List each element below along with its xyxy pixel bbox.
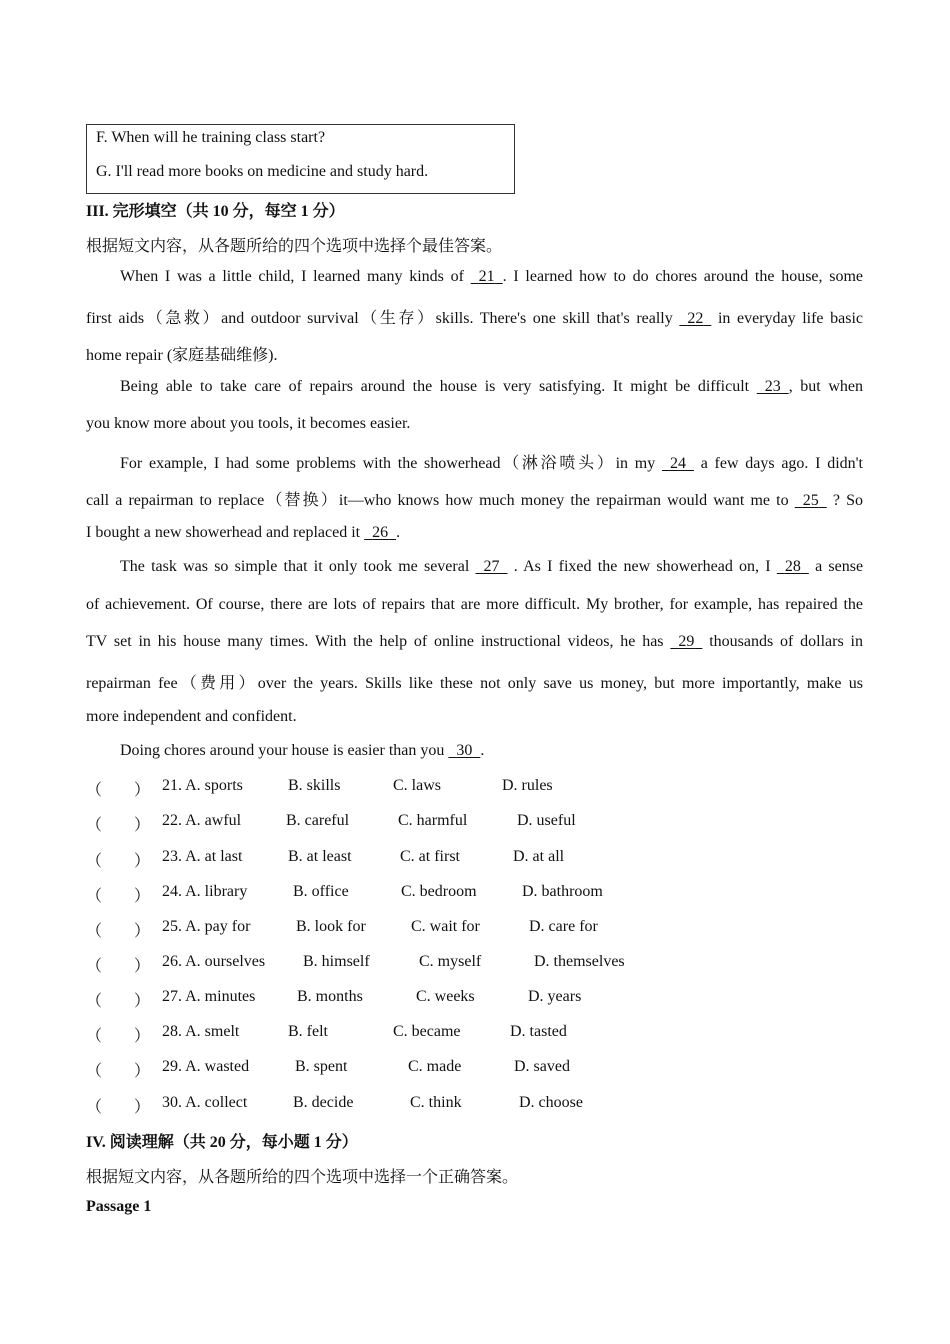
blank-28: 28 (784, 558, 801, 575)
passage-title: Passage 1 (86, 1198, 152, 1215)
section-3-instruction: 根据短文内容，从各题所给的四个选项中选择个最佳答案。 (86, 238, 503, 255)
blank-30: 30 (456, 742, 473, 759)
passage-line: of achievement. Of course, there are lots of repairs that are more difficult. My brother, for example, has repaired the (86, 596, 863, 613)
answer-parentheses: （ ） (86, 993, 151, 1010)
passage-line: first aids（急救）and outdoor survival（生存）skills. There's one skill that's really 22 in everyday life basic (86, 310, 863, 327)
option-b: B. at least (288, 848, 352, 865)
passage-line: more independent and confident. (86, 708, 297, 725)
passage-line: home repair (家庭基础维修). (86, 347, 278, 364)
option-d: D. bathroom (522, 883, 603, 900)
option-b: B. felt (288, 1023, 328, 1040)
answer-parentheses: （ ） (86, 1099, 151, 1116)
answer-parentheses: （ ） (86, 958, 151, 975)
option-a: 26. A. ourselves (162, 953, 266, 970)
blank-24: 24 (669, 455, 686, 472)
option-d: D. themselves (534, 953, 625, 970)
passage-line: Being able to take care of repairs around the house is very satisfying. It might be difficult 23 , but when (120, 378, 863, 395)
option-a: 30. A. collect (162, 1094, 248, 1111)
blank-23: 23 (764, 378, 781, 395)
section-4-instruction: 根据短文内容，从各题所给的四个选项中选择一个正确答案。 (86, 1169, 519, 1186)
option-g: G. I'll read more books on medicine and study hard. (96, 163, 429, 180)
option-c: C. made (408, 1058, 462, 1075)
answer-parentheses: （ ） (86, 1063, 151, 1080)
option-c: C. at first (400, 848, 460, 865)
blank-21: 21 (478, 268, 495, 285)
option-a: 29. A. wasted (162, 1058, 250, 1075)
passage-line: For example, I had some problems with the showerhead（淋浴喷头）in my 24 a few days ago. I didn't (120, 455, 863, 472)
option-c: C. myself (419, 953, 482, 970)
option-b: B. spent (295, 1058, 348, 1075)
option-c: C. laws (393, 777, 441, 794)
option-b: B. skills (288, 777, 341, 794)
option-d: D. choose (519, 1094, 583, 1111)
passage-line: TV set in his house many times. With the help of online instructional videos, he has 29 thousands of dollars in (86, 633, 863, 650)
option-b: B. himself (303, 953, 370, 970)
blank-27: 27 (483, 558, 500, 575)
option-a: 23. A. at last (162, 848, 243, 865)
option-d: D. saved (514, 1058, 570, 1075)
passage-line: I bought a new showerhead and replaced it 26 . (86, 524, 401, 541)
passage-line: you know more about you tools, it becomes easier. (86, 415, 411, 432)
section-4-heading: IV. 阅读理解（共 20 分，每小题 1 分） (86, 1134, 358, 1151)
option-c: C. became (393, 1023, 461, 1040)
option-d: D. years (528, 988, 582, 1005)
answer-parentheses: （ ） (86, 888, 151, 905)
option-d: D. at all (513, 848, 565, 865)
option-a: 28. A. smelt (162, 1023, 240, 1040)
answer-parentheses: （ ） (86, 1028, 151, 1045)
option-b: B. months (297, 988, 363, 1005)
passage-line: call a repairman to replace（替换）it—who knows how much money the repairman would want me to 25 ? So (86, 492, 864, 509)
passage-line: The task was so simple that it only took me several 27 . As I fixed the new showerhead on, I 28 a sense (120, 558, 864, 575)
option-b: B. decide (293, 1094, 354, 1111)
option-c: C. weeks (416, 988, 475, 1005)
option-a: 21. A. sports (162, 777, 243, 794)
option-c: C. bedroom (401, 883, 477, 900)
answer-parentheses: （ ） (86, 817, 151, 834)
options-box (86, 124, 515, 194)
option-d: D. care for (529, 918, 598, 935)
option-a: 27. A. minutes (162, 988, 256, 1005)
answer-parentheses: （ ） (86, 853, 151, 870)
blank-26: 26 (372, 524, 389, 541)
option-b: B. look for (296, 918, 366, 935)
option-d: D. rules (502, 777, 553, 794)
passage-line: Doing chores around your house is easier than you 30 . (120, 742, 485, 759)
blank-22: 22 (687, 310, 704, 327)
option-a: 25. A. pay for (162, 918, 251, 935)
option-a: 22. A. awful (162, 812, 242, 829)
section-3-heading: III. 完形填空（共 10 分，每空 1 分） (86, 203, 345, 220)
option-f: F. When will he training class start? (96, 129, 326, 146)
option-a: 24. A. library (162, 883, 248, 900)
option-c: C. think (410, 1094, 462, 1111)
option-d: D. useful (517, 812, 576, 829)
option-b: B. office (293, 883, 349, 900)
option-d: D. tasted (510, 1023, 567, 1040)
answer-parentheses: （ ） (86, 923, 151, 940)
blank-29: 29 (678, 633, 695, 650)
option-c: C. harmful (398, 812, 468, 829)
option-c: C. wait for (411, 918, 480, 935)
passage-line: repairman fee（费用）over the years. Skills like these not only save us money, but more importantly, make us (86, 675, 863, 692)
blank-25: 25 (802, 492, 819, 509)
passage-line: When I was a little child, I learned many kinds of 21 . I learned how to do chores around the house, some (120, 268, 864, 285)
answer-parentheses: （ ） (86, 782, 151, 799)
option-b: B. careful (286, 812, 350, 829)
